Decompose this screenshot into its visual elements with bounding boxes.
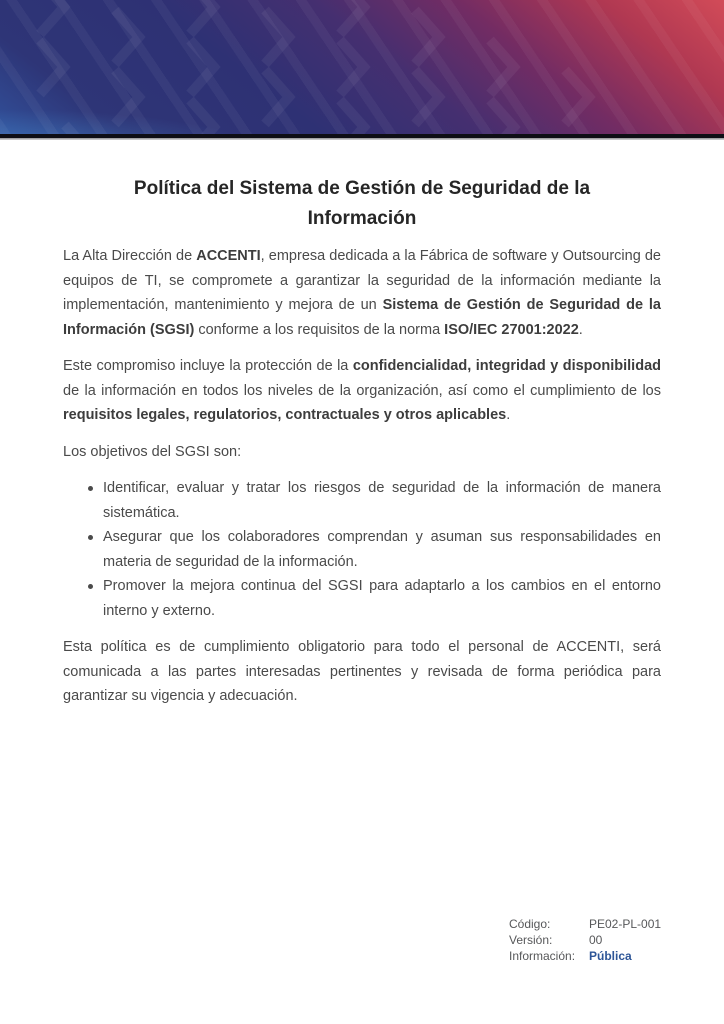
footer-value-version: 00 — [589, 933, 603, 947]
list-item-objective-3: Promover la mejora continua del SGSI para adaptarlo a los cambios en el entorno interno y externo. — [103, 574, 661, 623]
list-item-objective-1: Identificar, evaluar y tratar los riesgos de seguridad de la información de manera sistemática. — [103, 476, 661, 525]
footer-label-codigo: Código: — [509, 917, 551, 931]
header-banner — [0, 0, 724, 134]
paragraph-scope: Este compromiso incluye la protección de la confidencialidad, integridad y disponibilidad de la información en todos los niveles de la organización, así como el cumplimiento de los requisitos legales, regulatorios, contractuales y otros aplicables. — [63, 358, 661, 423]
list-item-objective-2: Asegurar que los colaboradores comprendan y asuman sus responsabilidades en materia de seguridad de la información. — [103, 525, 661, 574]
footer-label-version: Versión: — [509, 933, 553, 947]
page-title: Política del Sistema de Gestión de Seguridad de la Información — [133, 178, 591, 229]
footer-label-informacion: Información: — [509, 949, 576, 963]
footer-row-codigo — [509, 916, 661, 932]
paragraph-closing: Esta política es de cumplimiento obligatorio para todo el personal de ACCENTI, será comunicada a las partes interesadas pertinentes y revisada de forma periódica para garantizar su vigencia y adecuación. — [63, 639, 661, 704]
footer-row-version — [509, 932, 661, 948]
objectives-list — [63, 476, 661, 623]
paragraph-commitment: La Alta Dirección de ACCENTI, empresa dedicada a la Fábrica de software y Outsourcing de equipos de TI, se compromete a garantizar la seguridad de la información mediante la implementación, mantenimiento y mejora de un Sistema de Gestión de Seguridad de la Información (SGSI) conforme a los requisitos de la norma ISO/IEC 27001:2022. — [63, 248, 661, 338]
banner-bottom-rule-light — [0, 138, 724, 140]
footer-row-informacion — [509, 948, 661, 964]
diagonal-streaks — [0, 0, 724, 134]
footer-meta — [509, 916, 661, 964]
footer-value-informacion: Pública — [589, 949, 632, 963]
document-body — [0, 174, 724, 709]
footer-value-codigo: PE02-PL-001 — [589, 917, 662, 931]
objectives-intro: Los objetivos del SGSI son: — [63, 443, 242, 460]
